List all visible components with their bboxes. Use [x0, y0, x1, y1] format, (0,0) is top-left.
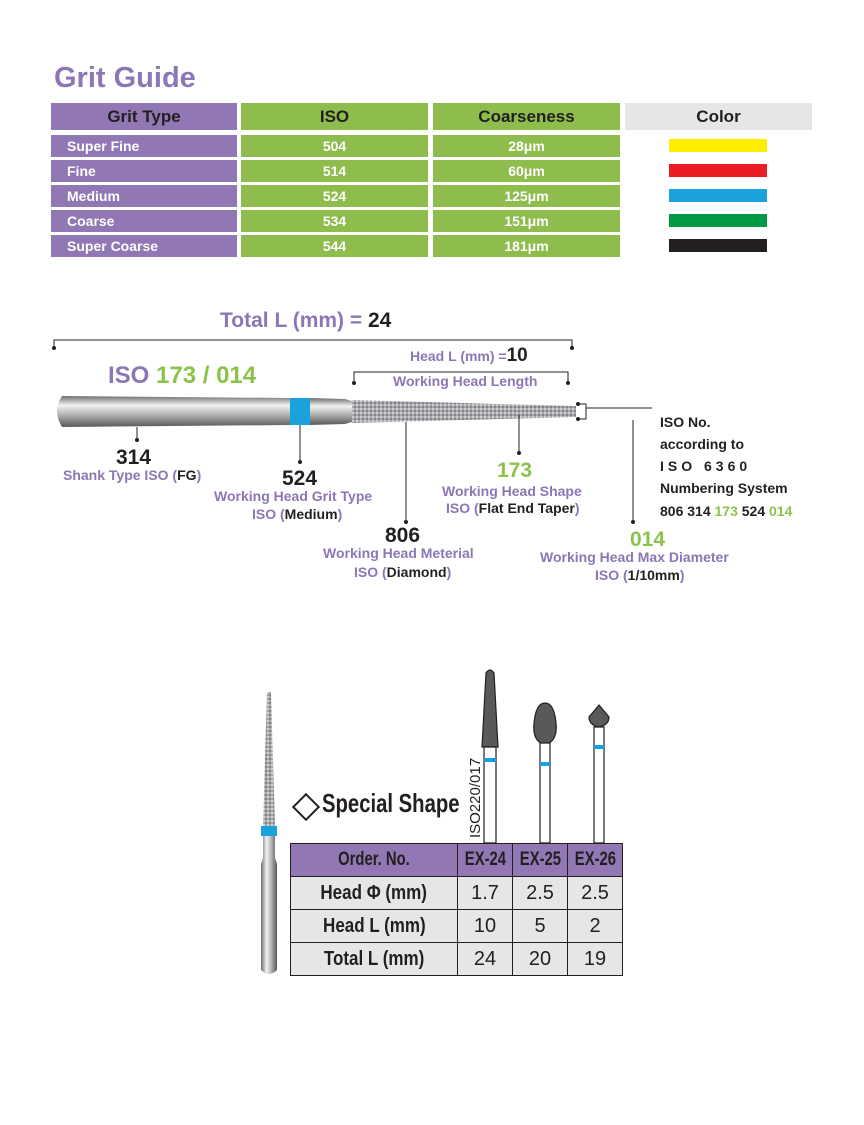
header-iso: ISO — [241, 103, 428, 130]
ex26-bur — [589, 705, 609, 843]
diamond-bullet-icon — [292, 793, 320, 821]
diameter-value-label: ISO (1/10mm) — [595, 567, 685, 583]
table-cell: 1.7 — [458, 877, 513, 910]
coarseness-cell: 28μm — [433, 135, 620, 157]
special-shape-title: Special Shape — [322, 788, 460, 818]
iso-info-line: ISO No. — [660, 414, 711, 430]
row-label: Head L (mm) — [291, 910, 458, 943]
iso-prefix: ISO — [108, 362, 150, 389]
grit-type-cell: Medium — [51, 185, 237, 207]
header-coarseness: Coarseness — [433, 103, 620, 130]
total-length-value: 24 — [368, 309, 392, 332]
grit-label: Working Head Grit Type — [214, 488, 373, 504]
row-label: Head Φ (mm) — [291, 877, 458, 910]
header-grit-type: Grit Type — [51, 103, 237, 130]
table-header-row — [291, 844, 623, 877]
grit-type-cell: Super Fine — [51, 135, 237, 157]
color-swatch — [669, 189, 767, 202]
coarseness-cell: 181μm — [433, 235, 620, 257]
header-color: Color — [625, 103, 812, 130]
total-length — [220, 309, 391, 333]
material-value-label: ISO (Diamond) — [354, 564, 452, 580]
iso-title — [108, 362, 256, 390]
head-length-label: Head L (mm) = — [410, 348, 507, 364]
iso-info-line: Numbering System — [660, 480, 788, 496]
table-cell: 10 — [458, 910, 513, 943]
iso-code-line: 806 314 173 524 014 — [660, 503, 793, 519]
grit-guide-title: Grit Guide — [54, 62, 196, 94]
table-cell: 2.5 — [568, 877, 623, 910]
shank-number: 314 — [116, 446, 152, 469]
grit-color-band — [290, 398, 310, 425]
table-cell: 2 — [568, 910, 623, 943]
iso-shape-code: 173 — [156, 362, 197, 389]
table-row — [291, 910, 623, 943]
diameter-label: Working Head Max Diameter — [540, 549, 729, 565]
row-label: Total L (mm) — [291, 943, 458, 976]
grit-number: 524 — [282, 467, 318, 490]
color-swatch — [669, 239, 767, 252]
shape-number: 173 — [497, 459, 533, 482]
grit-type-cell: Coarse — [51, 210, 237, 232]
iso-cell: 524 — [241, 185, 428, 207]
special-burs-illustration — [470, 665, 630, 845]
table-row — [291, 943, 623, 976]
iso-diameter-code: 014 — [216, 362, 257, 389]
material-label: Working Head Meterial — [323, 545, 474, 561]
table-cell: 20 — [513, 943, 568, 976]
color-swatch — [669, 164, 767, 177]
color-swatch — [669, 139, 767, 152]
color-swatch — [669, 214, 767, 227]
shank-label: Shank Type ISO (FG) — [63, 467, 202, 483]
iso-vertical-label: ISO220/017 — [467, 757, 484, 838]
bur-working-head — [352, 400, 576, 423]
grit-type-cell: Fine — [51, 160, 237, 182]
table-cell: 19 — [568, 943, 623, 976]
grit-value-label: ISO (Medium) — [252, 506, 343, 522]
grit-type-cell: Super Coarse — [51, 235, 237, 257]
material-number: 806 — [385, 524, 421, 547]
table-row — [291, 877, 623, 910]
head-length-value: 10 — [506, 345, 528, 366]
coarseness-cell: 60μm — [433, 160, 620, 182]
iso-cell: 514 — [241, 160, 428, 182]
table-cell: 5 — [513, 910, 568, 943]
special-shape-table — [290, 843, 623, 976]
iso-cell: 534 — [241, 210, 428, 232]
head-length — [410, 345, 528, 367]
iso-cell: 544 — [241, 235, 428, 257]
iso-numbering-info — [660, 411, 792, 522]
iso-info-line: according to — [660, 436, 745, 452]
iso-cell: 504 — [241, 135, 428, 157]
ex24-bur — [482, 670, 498, 843]
coarseness-cell: 125μm — [433, 185, 620, 207]
column-header: EX-26 — [568, 844, 623, 877]
column-header: EX-24 — [458, 844, 513, 877]
shape-value-label: ISO (Flat End Taper) — [446, 500, 580, 516]
coarseness-cell: 151μm — [433, 210, 620, 232]
diameter-number: 014 — [630, 528, 666, 551]
total-length-label: Total L (mm) = — [220, 309, 363, 332]
column-header: Order. No. — [291, 844, 458, 877]
iso-info-line: ISO 6360 — [660, 458, 752, 474]
column-header: EX-25 — [513, 844, 568, 877]
table-cell: 24 — [458, 943, 513, 976]
bur-shank — [57, 396, 290, 427]
ex25-bur — [534, 703, 557, 843]
iso-separator: / — [202, 362, 210, 389]
working-head-length-label: Working Head Length — [393, 373, 538, 389]
table-cell: 2.5 — [513, 877, 568, 910]
bur-vertical-image — [255, 688, 285, 978]
shape-label: Working Head Shape — [442, 483, 582, 499]
